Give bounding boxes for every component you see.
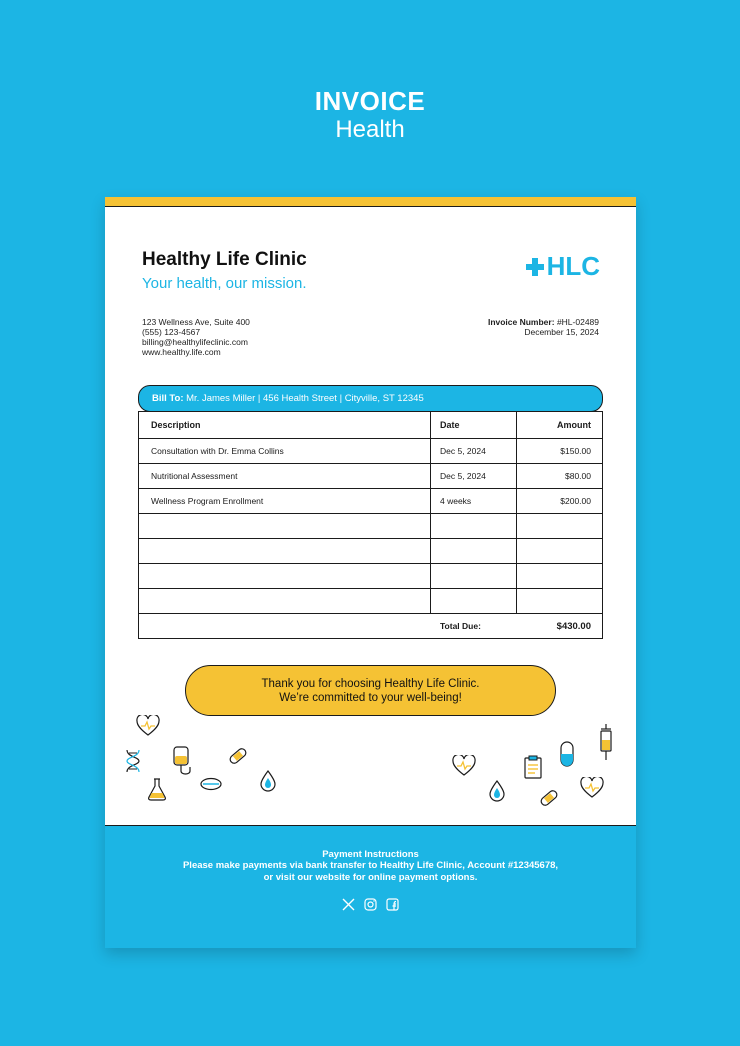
table-row <box>139 489 603 514</box>
bill-to-label: Bill To: <box>152 393 184 404</box>
instagram-icon[interactable] <box>364 898 377 911</box>
iv-bag-icon <box>172 745 194 777</box>
row-date: Dec 5, 2024 <box>431 439 517 464</box>
header-title: INVOICE <box>314 86 426 116</box>
row-description: Nutritional Assessment <box>139 464 431 489</box>
clinic-address: 123 Wellness Ave, Suite 400 <box>142 317 250 327</box>
invoice-number: #HL-02489 <box>556 317 599 327</box>
thank-you-line-1: Thank you for choosing Healthy Life Clinic. <box>261 678 480 690</box>
invoice-date: December 15, 2024 <box>524 327 599 337</box>
thank-you-banner <box>185 665 556 716</box>
payment-title: Payment Instructions <box>322 849 419 860</box>
row-description: Consultation with Dr. Emma Collins <box>139 439 431 464</box>
flask-icon <box>147 777 167 801</box>
row-description: Wellness Program Enrollment <box>139 489 431 514</box>
plus-icon <box>525 257 545 277</box>
clinic-logo <box>525 251 600 282</box>
total-value: $430.00 <box>517 614 603 639</box>
heart-pulse-icon <box>136 715 160 737</box>
total-label: Total Due: <box>431 614 517 639</box>
header-date: Date <box>431 412 517 439</box>
row-amount: $200.00 <box>517 489 603 514</box>
payment-line-2: or visit our website for online payment options. <box>263 872 478 883</box>
header-subtitle: Health <box>335 116 405 143</box>
bandage-icon <box>538 787 560 809</box>
table-row-empty <box>139 589 603 614</box>
x-icon[interactable] <box>342 898 355 911</box>
heart-pulse-icon <box>452 755 476 777</box>
logo-text: HLC <box>546 251 600 281</box>
invoice-number-label: Invoice Number: <box>487 317 555 327</box>
dna-icon <box>125 749 141 773</box>
top-accent-bar <box>105 197 636 207</box>
clinic-tagline: Your health, our mission. <box>142 275 307 292</box>
header-amount: Amount <box>517 412 603 439</box>
bill-to-bar <box>138 385 603 412</box>
clipboard-icon <box>523 755 543 779</box>
clinic-name: Healthy Life Clinic <box>142 249 307 270</box>
syringe-icon <box>597 723 615 761</box>
row-amount: $80.00 <box>517 464 603 489</box>
facebook-icon[interactable] <box>386 898 399 911</box>
table-row-empty <box>139 564 603 589</box>
heart-pulse-icon <box>580 777 604 799</box>
clinic-phone: (555) 123-4567 <box>142 327 201 337</box>
table-total-row <box>139 614 603 639</box>
row-date: Dec 5, 2024 <box>431 464 517 489</box>
invoice-meta <box>488 317 599 337</box>
drop-icon <box>260 770 276 792</box>
clinic-website[interactable]: www.healthy.life.com <box>142 347 221 357</box>
table-row-empty <box>139 514 603 539</box>
payment-line-1: Please make payments via bank transfer to Healthy Life Clinic, Account #12345678, <box>182 860 559 871</box>
pill-pack-icon <box>200 777 222 791</box>
table-row <box>139 439 603 464</box>
invoice-document <box>105 197 636 948</box>
drop-icon <box>489 780 505 802</box>
clinic-email[interactable]: billing@healthylifeclinic.com <box>142 337 248 347</box>
items-table <box>138 411 603 639</box>
table-row <box>139 464 603 489</box>
header-description: Description <box>139 412 431 439</box>
social-links <box>105 898 636 911</box>
capsule-icon <box>560 741 574 767</box>
clinic-contact <box>142 317 250 357</box>
bill-to-value: Mr. James Miller | 456 Health Street | Cityville, ST 12345 <box>186 393 424 404</box>
table-header-row <box>139 412 603 439</box>
table-row-empty <box>139 539 603 564</box>
bandage-icon <box>227 745 249 767</box>
payment-footer <box>105 825 636 948</box>
row-date: 4 weeks <box>431 489 517 514</box>
thank-you-line-2: We’re committed to your well-being! <box>279 692 462 704</box>
row-amount: $150.00 <box>517 439 603 464</box>
